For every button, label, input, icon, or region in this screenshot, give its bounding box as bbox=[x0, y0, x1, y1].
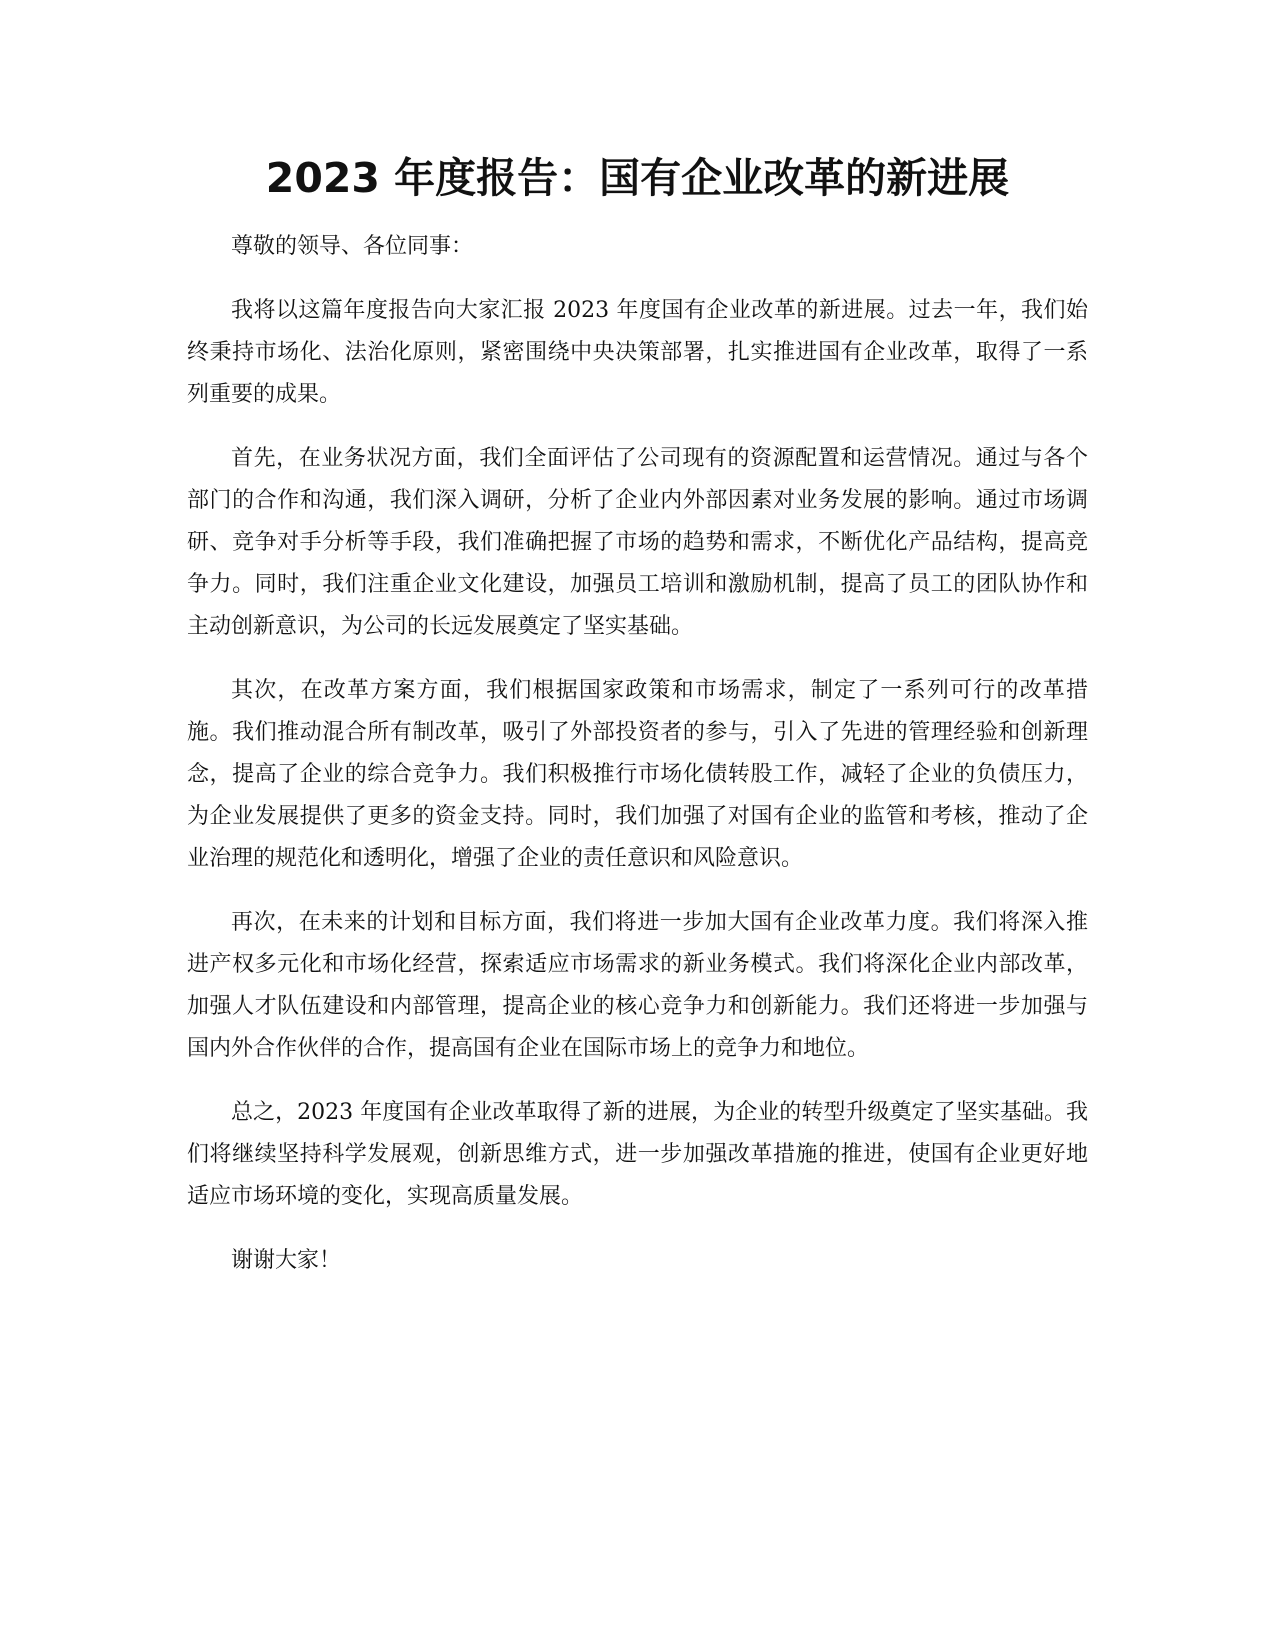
paragraph-future-plan: 再次，在未来的计划和目标方面，我们将进一步加大国有企业改革力度。我们将深入推进产权多元化和市场化经营，探索适应市场需求的新业务模式。我们将深化企业内部改革，加强人才队伍建设和内部管理，提高企业的核心竞争力和创新能力。我们还将进一步加强与国内外合作伙伴的合作，提高国有企业在国际市场上的竞争力和地位。 bbox=[187, 910, 1088, 1061]
paragraph-business-status: 首先，在业务状况方面，我们全面评估了公司现有的资源配置和运营情况。通过与各个部门的合作和沟通，我们深入调研，分析了企业内外部因素对业务发展的影响。通过市场调研、竞争对手分析等手段，我们准确把握了市场的趋势和需求，不断优化产品结构，提高竞争力。同时，我们注重企业文化建设，加强员工培训和激励机制，提高了员工的团队协作和主动创新意识，为公司的长远发展奠定了坚实基础。 bbox=[187, 446, 1088, 639]
paragraph-intro: 我将以这篇年度报告向大家汇报 2023 年度国有企业改革的新进展。过去一年，我们始终秉持市场化、法治化原则，紧密围绕中央决策部署，扎实推进国有企业改革，取得了一系列重要的成果。 bbox=[187, 298, 1088, 407]
paragraph-reform-plan: 其次，在改革方案方面，我们根据国家政策和市场需求，制定了一系列可行的改革措施。我们推动混合所有制改革，吸引了外部投资者的参与，引入了先进的管理经验和创新理念，提高了企业的综合竞争力。我们积极推行市场化债转股工作，减轻了企业的负债压力，为企业发展提供了更多的资金支持。同时，我们加强了对国有企业的监管和考核，推动了企业治理的规范化和透明化，增强了企业的责任意识和风险意识。 bbox=[187, 678, 1088, 871]
salutation: 尊敬的领导、各位同事： bbox=[231, 234, 474, 259]
paragraph-conclusion: 总之，2023 年度国有企业改革取得了新的进展，为企业的转型升级奠定了坚实基础。我们将继续坚持科学发展观，创新思维方式，进一步加强改革措施的推进，使国有企业更好地适应市场环境的变化，实现高质量发展。 bbox=[187, 1100, 1088, 1209]
closing-remark: 谢谢大家！ bbox=[231, 1248, 342, 1273]
document-title: 2023 年度报告：国有企业改革的新进展 bbox=[265, 154, 1010, 202]
document-body bbox=[187, 226, 1088, 1304]
